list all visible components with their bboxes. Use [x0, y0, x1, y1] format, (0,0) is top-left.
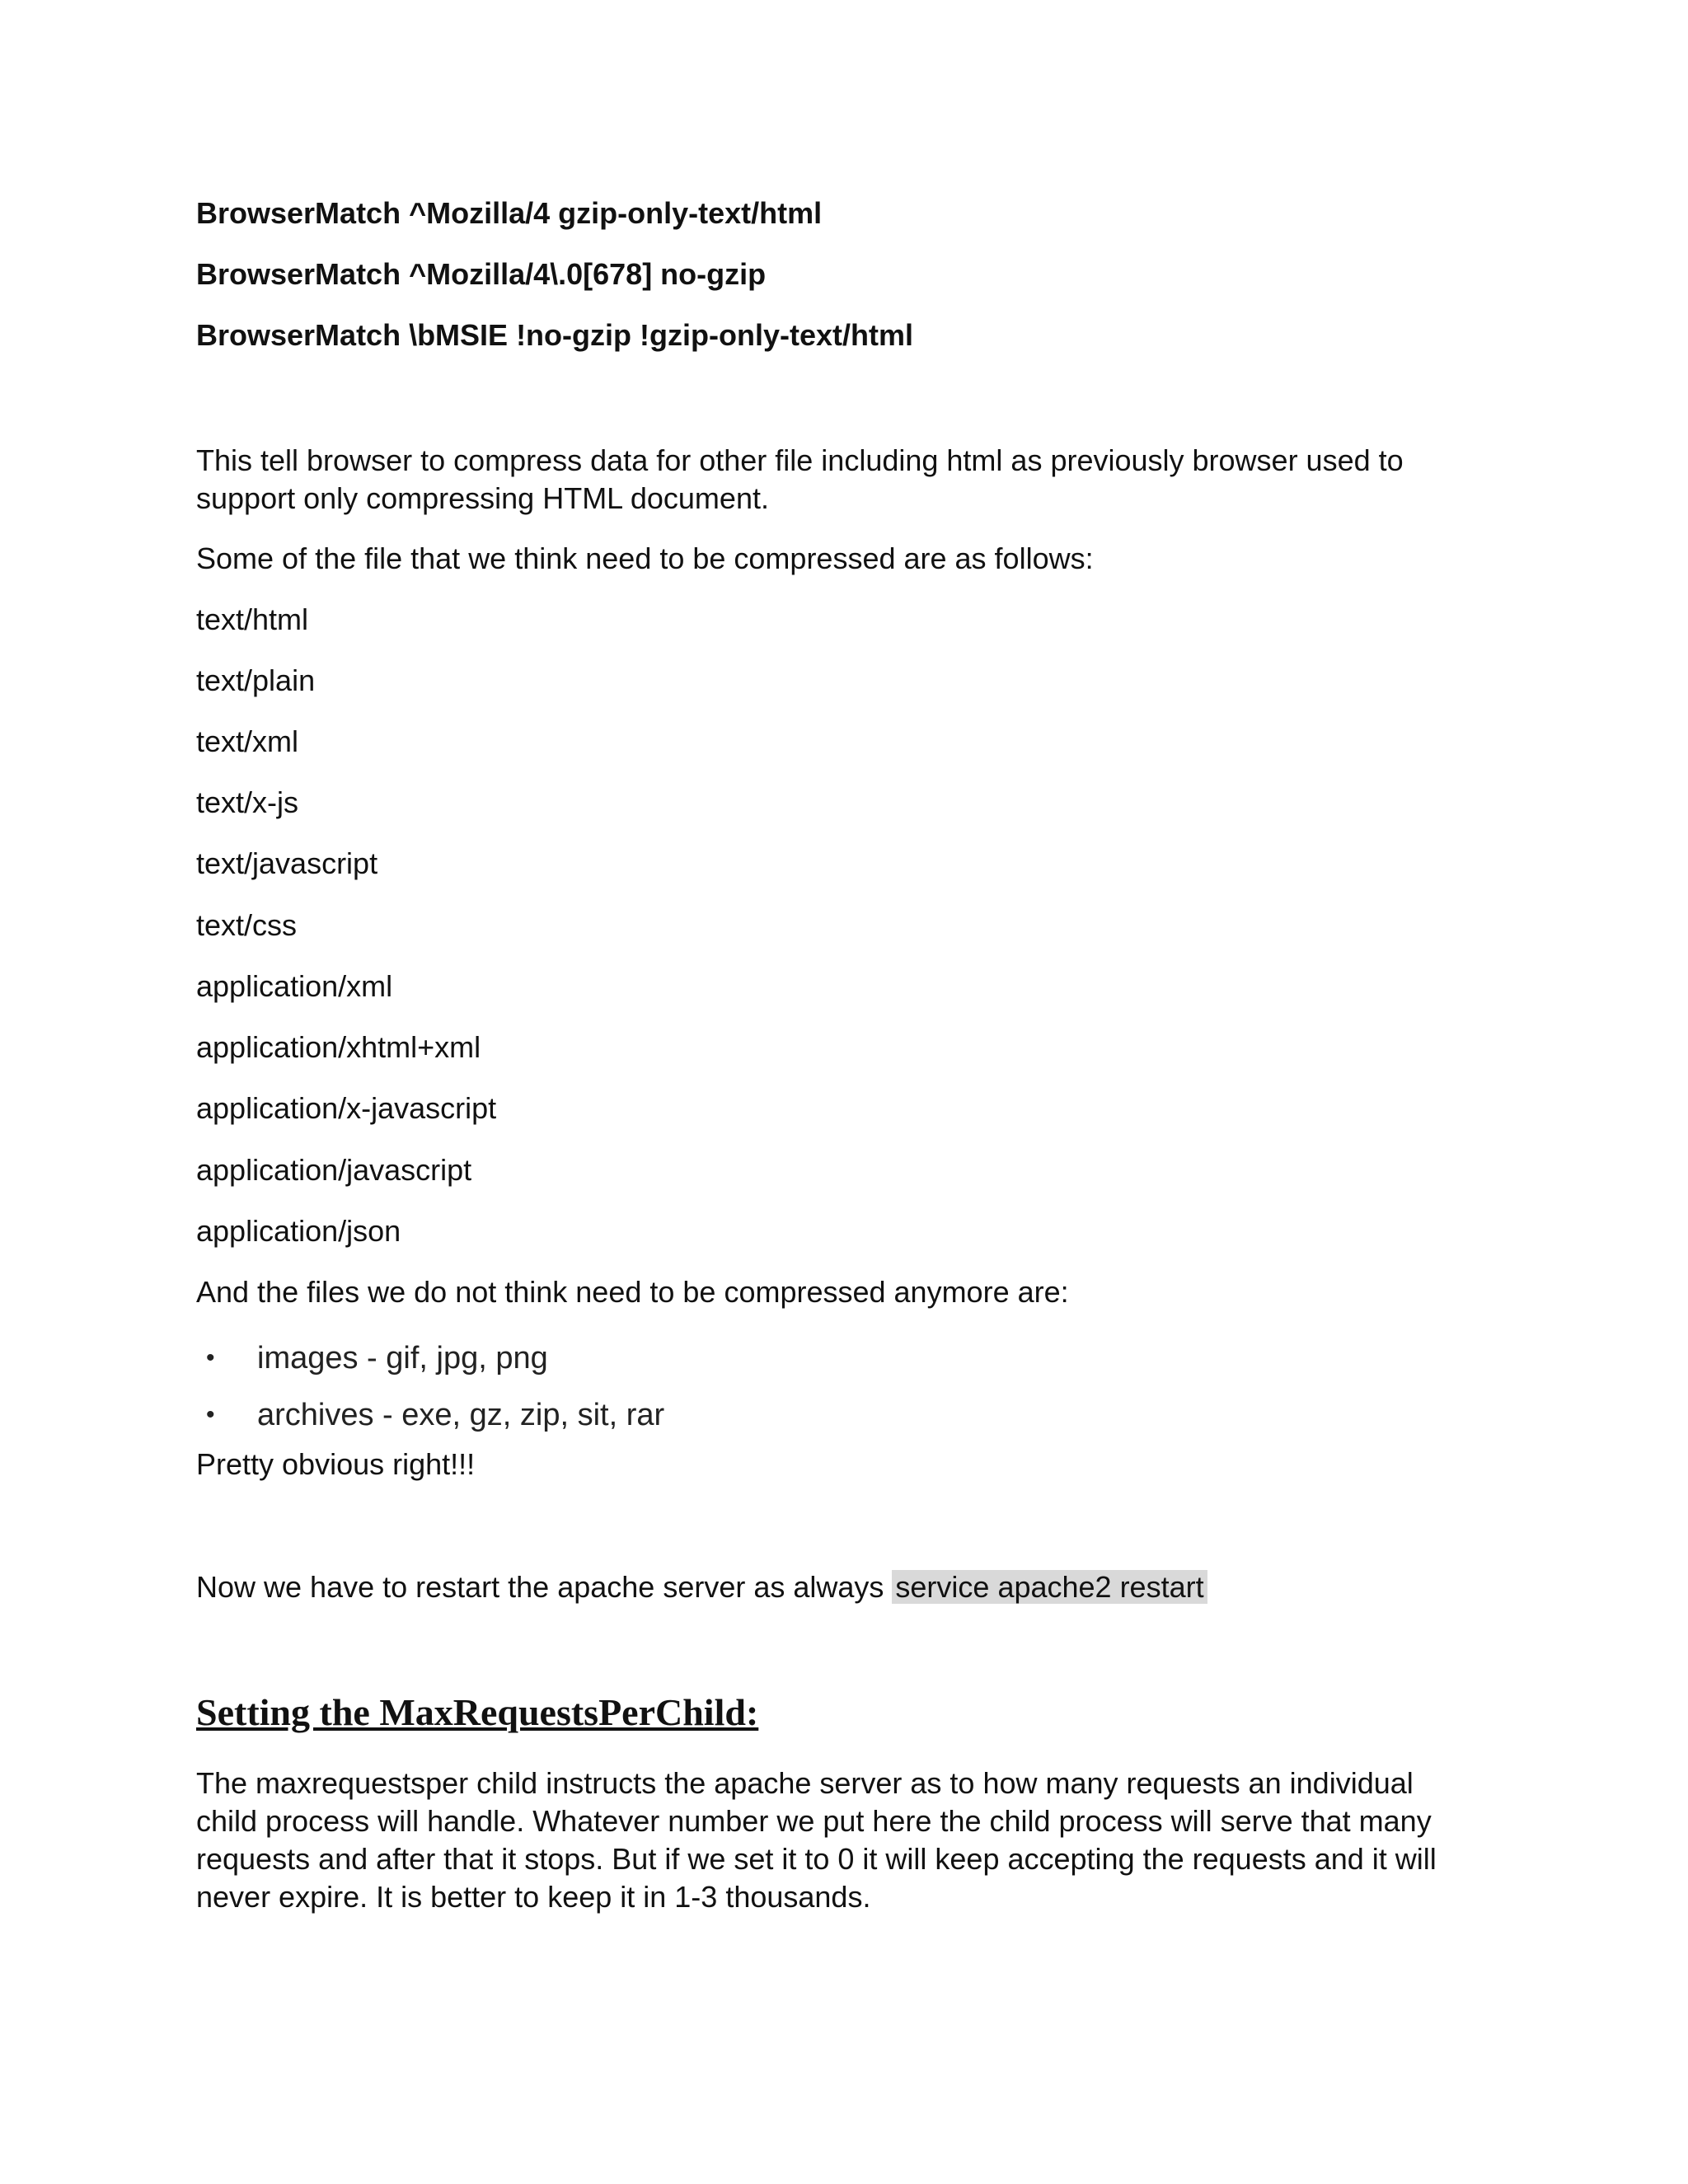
config-line: BrowserMatch ^Mozilla/4\.0[678] no-gzip: [196, 257, 767, 291]
mime-type-item: text/plain: [196, 663, 316, 697]
bullet-item: [206, 1396, 664, 1434]
config-line: BrowserMatch ^Mozilla/4 gzip-only-text/html: [196, 196, 823, 230]
section-heading: Setting the MaxRequestsPerChild:: [196, 1691, 759, 1733]
restart-command: service apache2 restart: [892, 1570, 1207, 1604]
mime-type-item: text/html: [196, 602, 309, 636]
compress-intro: Some of the file that we think need to be compressed are as follows:: [196, 541, 1094, 575]
mime-type-item: text/xml: [196, 724, 299, 758]
bullet-text: archives - exe, gz, zip, sit, rar: [257, 1398, 665, 1432]
not-compress-intro: And the files we do not think need to be compressed anymore are:: [196, 1275, 1069, 1309]
restart-text: Now we have to restart the apache server as always: [196, 1570, 893, 1604]
mime-type-item: application/json: [196, 1214, 401, 1248]
bullet-text: images - gif, jpg, png: [257, 1341, 548, 1376]
bullet-icon: •: [206, 1401, 215, 1428]
config-line: BrowserMatch \bMSIE !no-gzip !gzip-only-text/html: [196, 318, 913, 352]
restart-line: [196, 1568, 1207, 1606]
mime-type-item: text/x-js: [196, 785, 299, 819]
mime-type-item: text/javascript: [196, 846, 378, 880]
mime-type-item: application/xml: [196, 969, 393, 1003]
mime-type-item: application/x-javascript: [196, 1091, 497, 1125]
intro-paragraph: This tell browser to compress data for other file including html as previously browser used to support only compressing HTML document.: [196, 443, 1404, 515]
bullet-item: [206, 1339, 548, 1377]
section-paragraph: The maxrequestsper child instructs the apache server as to how many requests an individual child process will handle. Whatever number we put here the child process will serve that many requests and after that it stops. But if we set it to 0 it will keep accepting the requests and it will never expire. It is better to keep it in 1-3 thousands.: [196, 1766, 1437, 1914]
mime-type-item: text/css: [196, 908, 298, 942]
obvious-text: Pretty obvious right!!!: [196, 1447, 476, 1481]
mime-type-item: application/javascript: [196, 1153, 472, 1187]
bullet-icon: •: [206, 1344, 215, 1371]
mime-type-item: application/xhtml+xml: [196, 1030, 481, 1064]
